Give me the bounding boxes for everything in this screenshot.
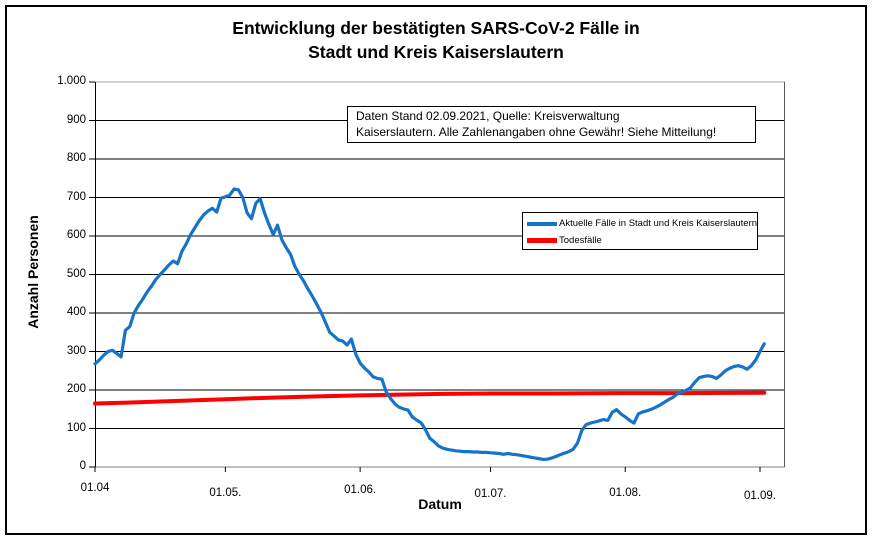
- legend: [522, 212, 758, 250]
- active-cases-line-swatch: [527, 222, 557, 226]
- x-tick-label-3: 01.07.: [474, 488, 507, 500]
- chart-title: [0, 16, 872, 64]
- deaths-line-swatch: [527, 238, 557, 243]
- y-tick-label-1000: 1.000: [57, 75, 86, 87]
- y-tick-label-100: 100: [66, 421, 86, 434]
- y-tick-label-600: 600: [66, 229, 86, 241]
- y-tick-label-400: 400: [66, 306, 86, 318]
- y-tick-label-500: 500: [66, 267, 86, 280]
- legend-item-active-cases: [527, 215, 757, 232]
- chart-title-line1: Entwicklung der bestätigten SARS-CoV-2 Fälle in: [232, 18, 640, 38]
- y-tick-label-700: 700: [66, 190, 86, 203]
- x-tick-label-5: 01.09.: [744, 490, 776, 502]
- y-tick-label-0: 0: [79, 460, 86, 472]
- x-tick-label-1: 01.05.: [209, 487, 242, 499]
- y-axis-title: Anzahl Personen: [25, 215, 41, 329]
- legend-label-deaths: Todesfälle: [559, 235, 602, 246]
- y-tick-label-200: 200: [66, 383, 86, 395]
- annotation-line1: Daten Stand 02.09.2021, Quelle: Kreisverwaltung: [356, 109, 620, 123]
- y-tick-label-900: 900: [66, 113, 86, 126]
- y-tick-label-300: 300: [66, 344, 86, 357]
- annotation-line2: Kaiserslautern. Alle Zahlenangaben ohne Gewähr! Siehe Mitteilung!: [356, 124, 717, 139]
- x-tick-label-0: 01.04: [80, 482, 110, 494]
- data-source-annotation: [347, 106, 756, 143]
- y-tick-label-800: 800: [66, 152, 86, 164]
- x-tick-label-4: 01.08.: [609, 487, 642, 499]
- legend-label-active-cases: Aktuelle Fälle in Stadt und Kreis Kaiserslautern: [559, 218, 758, 229]
- legend-item-deaths: [527, 232, 757, 249]
- x-axis-title: Datum: [418, 496, 462, 512]
- x-tick-label-2: 01.06.: [344, 484, 377, 496]
- chart-title-line2: Stadt und Kreis Kaiserslautern: [308, 42, 564, 62]
